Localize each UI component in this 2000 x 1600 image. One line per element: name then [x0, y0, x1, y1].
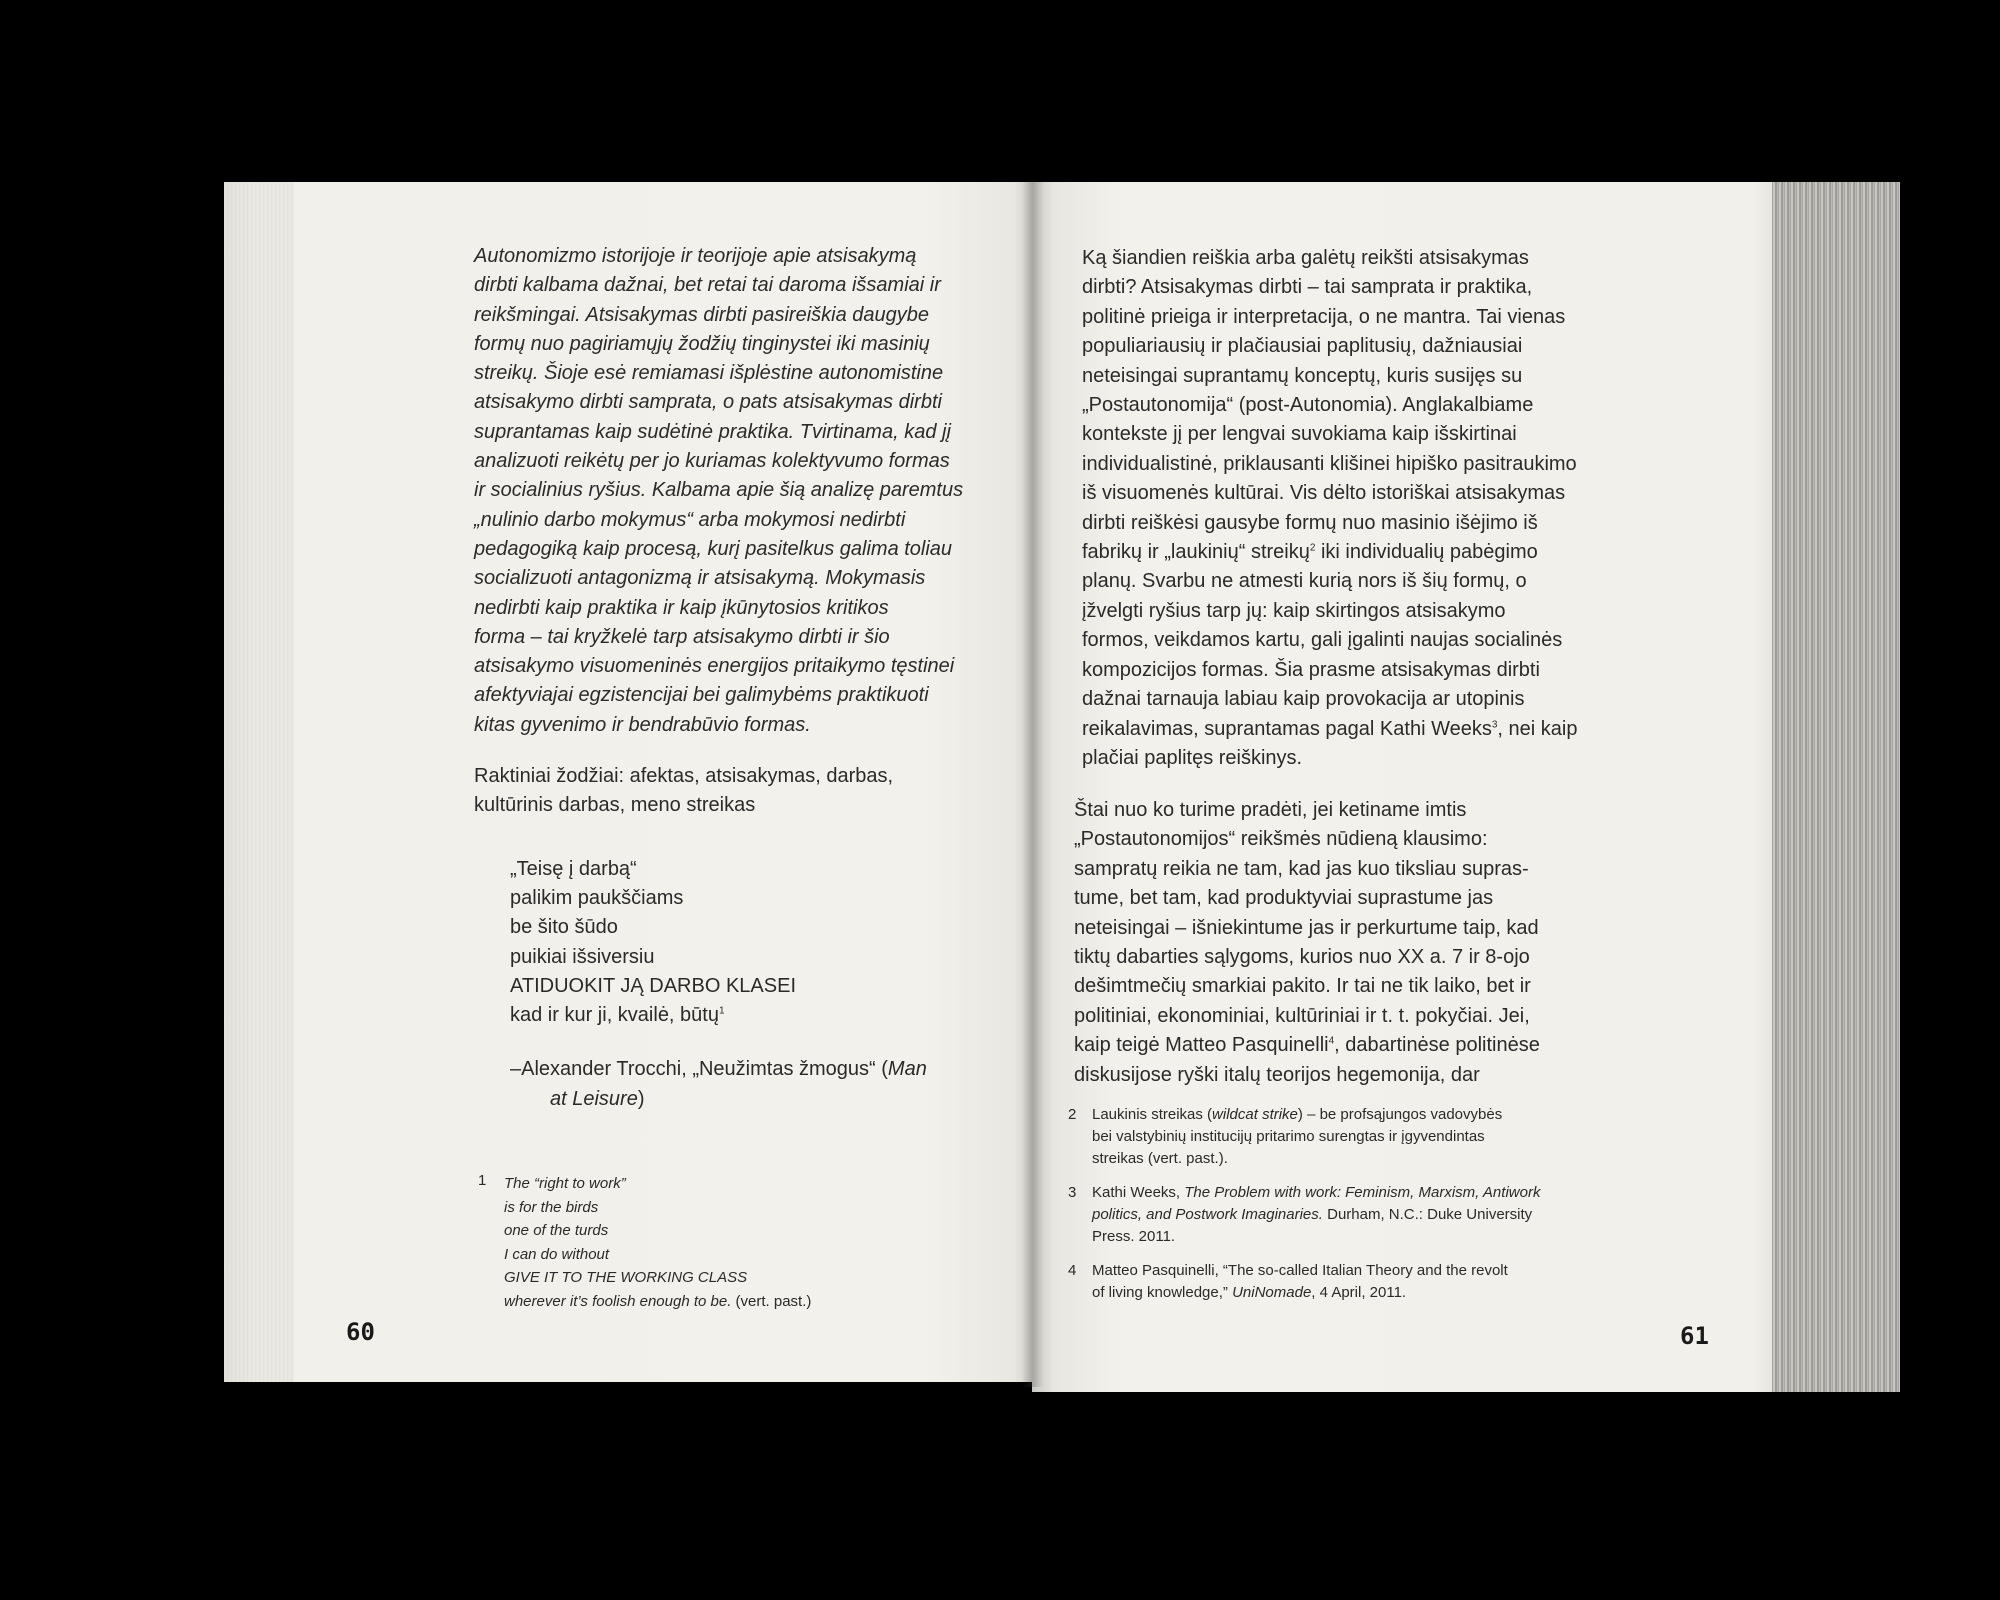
body-line: politinė prieiga ir interpretacija, o ne mantra. Tai vienas: [1082, 305, 1566, 328]
footnote-line: Press. 2011.: [1092, 1228, 1176, 1245]
footnote-line: streikas (vert. past.).: [1092, 1150, 1228, 1167]
body-line: neteisingai – išniekintume jas ir perkurtume taip, kad: [1074, 916, 1539, 939]
keywords-line: kultūrinis darbas, meno streikas: [474, 794, 756, 816]
body-line: dažnai tarnauja labiau kaip provokacija ar utopinis: [1082, 688, 1525, 711]
body-line: planų. Svarbu ne atmesti kurią nors iš šių formų, o: [1082, 570, 1527, 593]
body-line: sampratų reikia ne tam, kad jas kuo tiksliau supras-: [1074, 857, 1529, 880]
body-line: Ką šiandien reiškia arba galėtų reikšti atsisakymas: [1082, 247, 1529, 269]
page-number-right: 61: [1680, 1322, 1709, 1350]
body-line: politiniai, ekonominiai, kultūriniai ir t. t. pokyčiai. Jei,: [1074, 1004, 1530, 1027]
abstract-line: atsisakymo dirbti samprata, o pats atsisakymas dirbti: [474, 391, 942, 414]
body-line: diskusijose ryški italų teorijos hegemonija, dar: [1074, 1063, 1480, 1086]
abstract-line: dirbti kalbama dažnai, bet retai tai daroma išsamiai ir: [474, 274, 941, 297]
body-line: „Postautonomija“ (post-Autonomia). Anglakalbiame: [1082, 394, 1534, 417]
abstract-line: pedagogiką kaip procesą, kurį pasitelkus galima toliau: [474, 537, 953, 560]
attribution-title: Man: [887, 1058, 927, 1080]
body-line: plačiai paplitęs reiškinys.: [1082, 746, 1303, 769]
footnote-marker: 1: [718, 1005, 725, 1017]
footnote-number: 1: [478, 1172, 487, 1189]
body-line: [1082, 538, 1722, 567]
footnote-line: [1092, 1282, 1688, 1304]
abstract-line: ir socialinius ryšius. Kalbama apie šią analizę paremtus: [474, 479, 964, 502]
body-line: įžvelgti ryšius tarp jų: kaip skirtingos atsisakymo: [1082, 599, 1506, 622]
footnote-text: Kathi Weeks,: [1092, 1184, 1185, 1201]
body-line: [1074, 1031, 1714, 1060]
body-text: , nei kaip: [1497, 717, 1578, 740]
body-line: iš visuomenės kultūrai. Vis dėlto istoriškai atsisakymas: [1082, 482, 1566, 505]
attribution-author: –Alexander Trocchi, „Neužimtas žmogus“ (: [510, 1058, 888, 1080]
footnote-text: Laukinis streikas (: [1092, 1106, 1213, 1123]
footnote-line: [504, 1290, 1004, 1314]
footnote-line: [1092, 1104, 1688, 1126]
poem-line-text: kad ir kur ji, kvailė, būtų: [510, 1004, 719, 1027]
footnote-text: ) – be profsąjungos vadovybės: [1297, 1106, 1503, 1123]
footnote-line: I can do without: [504, 1245, 610, 1263]
abstract-line: suprantamas kaip sudėtinė praktika. Tvirtinama, kad jį: [474, 420, 951, 443]
body-line: neteisingai suprantamų konceptų, kuris susijęs su: [1082, 364, 1523, 387]
right-footnotes: [1068, 1104, 1688, 1316]
footnote-italic: The Problem with work: Feminism, Marxism, Antiwork: [1184, 1184, 1541, 1201]
body-line: kompozicijos formas. Šia prasme atsisakymas dirbti: [1082, 658, 1540, 681]
footnote-line-italic: wherever it’s foolish enough to be.: [504, 1292, 732, 1310]
footnote-line: Matteo Pasquinelli, “The so-called Italian Theory and the revolt: [1092, 1262, 1508, 1279]
body-text: , dabartinėse politinėse: [1334, 1034, 1540, 1057]
footnote-text: of living knowledge,”: [1092, 1284, 1233, 1301]
abstract-line: „nulinio darbo mokymus“ arba mokymosi nedirbti: [474, 508, 906, 531]
attribution-line: [510, 1054, 970, 1084]
attribution-close: ): [637, 1088, 645, 1110]
right-page-edges: [1772, 182, 1900, 1392]
body-line: [1082, 715, 1722, 744]
footnote-3: [1068, 1182, 1688, 1248]
footnote-line-plain: (vert. past.): [731, 1292, 812, 1310]
body-line: tume, bet tam, kad produktyviai suprastume jas: [1074, 887, 1494, 910]
abstract-line: formų nuo pagiriamųjų žodžių tinginystei iki masinių: [474, 332, 930, 355]
footnote-line: [1092, 1204, 1688, 1226]
body-line: individualistinė, priklausanti klišinei hipiško pasitraukimo: [1082, 452, 1577, 475]
footnote-line: GIVE IT TO THE WORKING CLASS: [504, 1269, 748, 1286]
body-text: reikalavimas, suprantamas pagal Kathi Weeks: [1082, 717, 1492, 740]
keywords-line: Raktiniai žodžiai: afektas, atsisakymas, darbas,: [474, 765, 894, 787]
poem-line: palikim paukščiams: [510, 887, 684, 910]
poem-line: puikiai išsiversiu: [510, 945, 655, 968]
footnote-1: [504, 1172, 1004, 1313]
abstract-line: reikšmingai. Atsisakymas dirbti pasireiškia daugybe: [474, 303, 929, 326]
poem-line: [510, 1001, 950, 1030]
abstract-line: socializuoti antagonizmą ir atsisakymą. Mokymasis: [474, 567, 926, 590]
body-line: tiktų dabarties sąlygoms, kurios nuo XX a. 7 ir 8-ojo: [1074, 946, 1530, 969]
abstract-line: atsisakymo visuomeninės energijos pritaikymo tęstinei: [474, 655, 955, 678]
footnote-marker: 4: [1328, 1035, 1335, 1047]
footnote-line: [1092, 1182, 1688, 1204]
attribution-title-cont: at Leisure: [550, 1088, 638, 1110]
abstract-line: kitas gyvenimo ir bendrabūvio formas.: [474, 713, 811, 736]
footnote-italic: politics, and Postwork Imaginaries.: [1092, 1206, 1323, 1223]
right-paragraph-1: [1082, 244, 1722, 773]
abstract-line: forma – tai kryžkelė tarp atsisakymo dirbti ir šio: [474, 625, 890, 648]
poem-line: ATIDUOKIT JĄ DARBO KLASEI: [510, 974, 796, 997]
body-line: formos, veikdamos kartu, gali įgalinti naujas socialinės: [1082, 629, 1563, 652]
abstract-line: afektyviajai egzistencijai bei galimybėms praktikuoti: [474, 684, 929, 707]
body-line: dirbti reiškėsi gausybe formų nuo masinio išėjimo iš: [1082, 511, 1538, 534]
body-line: dešimtmečių smarkiai pakito. Ir tai ne tik laiko, bet ir: [1074, 975, 1531, 998]
abstract-line: Autonomizmo istorijoje ir teorijoje apie atsisakymą: [474, 245, 917, 267]
footnote-line: The “right to work”: [504, 1175, 626, 1192]
page-number-left: 60: [346, 1318, 375, 1346]
body-text: iki individualių pabėgimo: [1315, 541, 1538, 564]
footnote-2: [1068, 1104, 1688, 1170]
attribution-line: [510, 1084, 970, 1114]
abstract: [474, 242, 994, 740]
footnote-marker: 2: [1309, 542, 1316, 554]
footnote-number: 3: [1068, 1184, 1077, 1201]
keywords: [474, 762, 994, 820]
footnote-line: bei valstybinių institucijų pritarimo surengtas ir įgyvendintas: [1092, 1128, 1485, 1145]
body-line: populiariausių ir plačiausiai paplitusių, dažniausiai: [1082, 335, 1523, 358]
abstract-line: analizuoti reikėtų per jo kuriamas kolektyvumo formas: [474, 450, 950, 473]
footnote-line: one of the turds: [504, 1222, 609, 1239]
footnote-text: , 4 April, 2011.: [1311, 1284, 1407, 1301]
footnote-number: 2: [1068, 1106, 1077, 1123]
body-line: „Postautonomijos“ reikšmės nūdieną klausimo:: [1074, 828, 1488, 851]
epigraph-attribution: [510, 1054, 970, 1114]
footnote-marker: 3: [1491, 718, 1498, 730]
footnote-italic: wildcat strike: [1212, 1106, 1298, 1123]
book-gutter: [1022, 182, 1044, 1387]
body-text: kaip teigė Matteo Pasquinelli: [1074, 1034, 1329, 1057]
footnote-line: is for the birds: [504, 1198, 599, 1216]
body-text: fabrikų ir „laukinių“ streikų: [1082, 541, 1310, 564]
footnote-italic: UniNomade: [1232, 1284, 1312, 1301]
abstract-line: nedirbti kaip praktika ir kaip įkūnytosios kritikos: [474, 596, 889, 619]
poem-line: be šito šūdo: [510, 916, 618, 939]
footnote-number: 4: [1068, 1262, 1077, 1279]
body-line: Štai nuo ko turime pradėti, jei ketiname imtis: [1074, 799, 1467, 821]
body-line: dirbti? Atsisakymas dirbti – tai samprata ir praktika,: [1082, 276, 1533, 299]
abstract-line: streikų. Šioje esė remiamasi išplėstine autonomistine: [474, 362, 944, 385]
footnote-4: [1068, 1260, 1688, 1304]
poem-line: „Teisę į darbą“: [510, 858, 637, 880]
right-paragraph-2: [1074, 796, 1714, 1090]
body-line: kontekste jį per lengvai suvokiama kaip išskirtinai: [1082, 423, 1517, 446]
footnote-text: Durham, N.C.: Duke University: [1322, 1206, 1533, 1223]
left-page-edges: [224, 182, 294, 1382]
epigraph-poem: [510, 855, 950, 1030]
